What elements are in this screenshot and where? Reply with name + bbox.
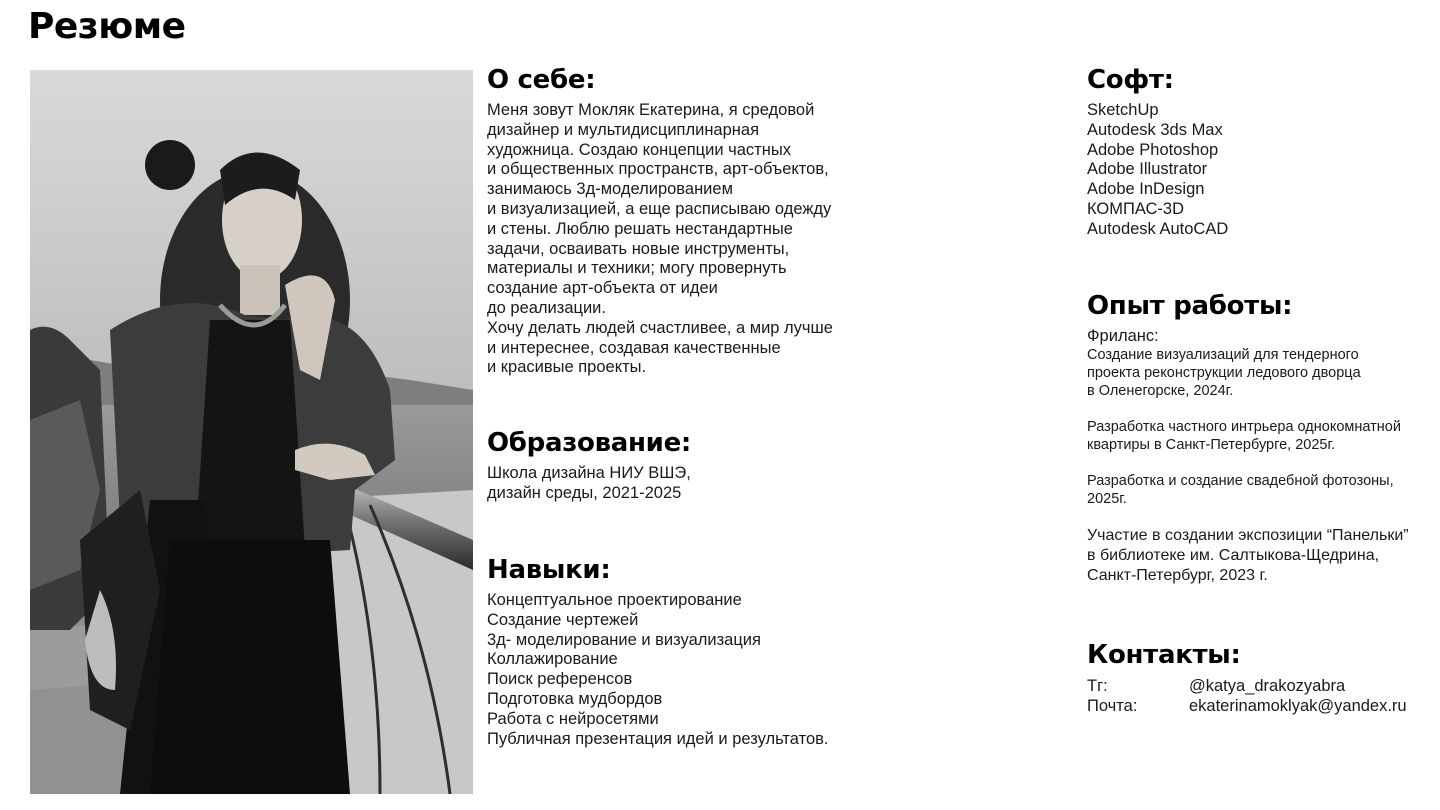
skill-item: Создание чертежей — [487, 610, 639, 629]
telegram-value[interactable]: @katya_drakozyabra — [1189, 677, 1346, 695]
skills-heading: Навыки: — [487, 555, 611, 585]
job-line: Санкт-Петербург, 2023 г. — [1087, 567, 1268, 584]
job-line: 2025г. — [1087, 491, 1127, 507]
skill-item: Работа с нейросетями — [487, 709, 659, 728]
contacts-section — [1087, 640, 1432, 716]
about-text — [487, 101, 907, 378]
skills-list — [487, 591, 907, 749]
experience-heading: Опыт работы: — [1087, 291, 1293, 321]
software-item: Adobe Photoshop — [1087, 140, 1219, 159]
about-section — [487, 65, 907, 378]
skill-item: Коллажирование — [487, 650, 618, 669]
skill-item: Поиск референсов — [487, 670, 633, 689]
spacer — [1087, 454, 1432, 472]
experience-section — [1087, 291, 1432, 586]
contact-telegram — [1087, 676, 1432, 696]
about-line: художница. Создаю концепции частных — [487, 140, 791, 159]
job-line: квартиры в Санкт-Петербурге, 2025г. — [1087, 437, 1336, 453]
skill-item: Подготовка мудбордов — [487, 689, 663, 708]
skill-item: 3д- моделирование и визуализация — [487, 630, 761, 649]
about-line: дизайнер и мультидисциплинарная — [487, 120, 760, 139]
about-line: Меня зовут Мокляк Екатерина, я средовой — [487, 101, 815, 119]
software-item: КОМПАС-3D — [1087, 199, 1185, 218]
software-item: SketchUp — [1087, 101, 1159, 119]
email-label: Почта: — [1087, 697, 1138, 715]
skill-item: Публичная презентация идей и результатов. — [487, 729, 829, 748]
spacer — [1087, 508, 1432, 526]
about-line: материалы и техники; могу провернуть — [487, 259, 787, 278]
education-section — [487, 428, 907, 504]
email-value[interactable]: ekaterinamoklyak@yandex.ru — [1189, 697, 1407, 715]
about-line: до реализации. — [487, 298, 606, 317]
software-item: Adobe InDesign — [1087, 180, 1205, 199]
about-heading: О себе: — [487, 65, 596, 95]
skill-item: Концептуальное проектирование — [487, 591, 742, 609]
job-line: Участие в создании экспозиции “Панельки” — [1087, 527, 1409, 544]
about-line: Хочу делать людей счастливее, а мир лучше — [487, 318, 833, 337]
education-text — [487, 464, 907, 504]
contacts-heading: Контакты: — [1087, 640, 1241, 670]
education-heading: Образование: — [487, 428, 691, 458]
about-line: и общественных пространств, арт-объектов, — [487, 160, 829, 179]
software-item: Adobe Illustrator — [1087, 160, 1208, 179]
skills-section — [487, 555, 907, 749]
page-title: Резюме — [28, 6, 186, 47]
spacer — [1087, 400, 1432, 418]
job-line: в библиотеке им. Салтыкова-Щедрина, — [1087, 547, 1380, 564]
portrait-photo — [30, 70, 473, 794]
software-item: Autodesk 3ds Max — [1087, 120, 1223, 139]
software-item: Autodesk AutoCAD — [1087, 219, 1229, 238]
job-line: проекта реконструкции ледового дворца — [1087, 365, 1361, 381]
about-line: и стены. Люблю решать нестандартные — [487, 219, 793, 238]
experience-last-job — [1087, 526, 1432, 586]
job-line: Создание визуализаций для тендерного — [1087, 347, 1359, 363]
about-line: занимаюсь 3д-моделированием — [487, 180, 733, 199]
about-line: создание арт-объекта от идеи — [487, 279, 718, 298]
about-line: задачи, осваивать новые инструменты, — [487, 239, 790, 258]
telegram-label: Тг: — [1087, 677, 1108, 695]
job-line: Разработка частного интрьера однокомнатной — [1087, 419, 1401, 435]
education-line: Школа дизайна НИУ ВШЭ, — [487, 464, 691, 482]
about-line: и интереснее, создавая качественные — [487, 338, 781, 357]
education-line: дизайн среды, 2021-2025 — [487, 483, 682, 502]
experience-list — [1087, 346, 1432, 526]
about-line: и красивые проекты. — [487, 358, 647, 377]
software-section — [1087, 65, 1427, 240]
experience-intro: Фриланс: — [1087, 327, 1159, 345]
contact-email — [1087, 696, 1432, 716]
job-line: в Оленегорске, 2024г. — [1087, 383, 1234, 399]
software-list — [1087, 101, 1427, 240]
job-line: Разработка и создание свадебной фотозоны, — [1087, 473, 1394, 489]
software-heading: Софт: — [1087, 65, 1174, 95]
about-line: и визуализацией, а еще расписываю одежду — [487, 199, 832, 218]
